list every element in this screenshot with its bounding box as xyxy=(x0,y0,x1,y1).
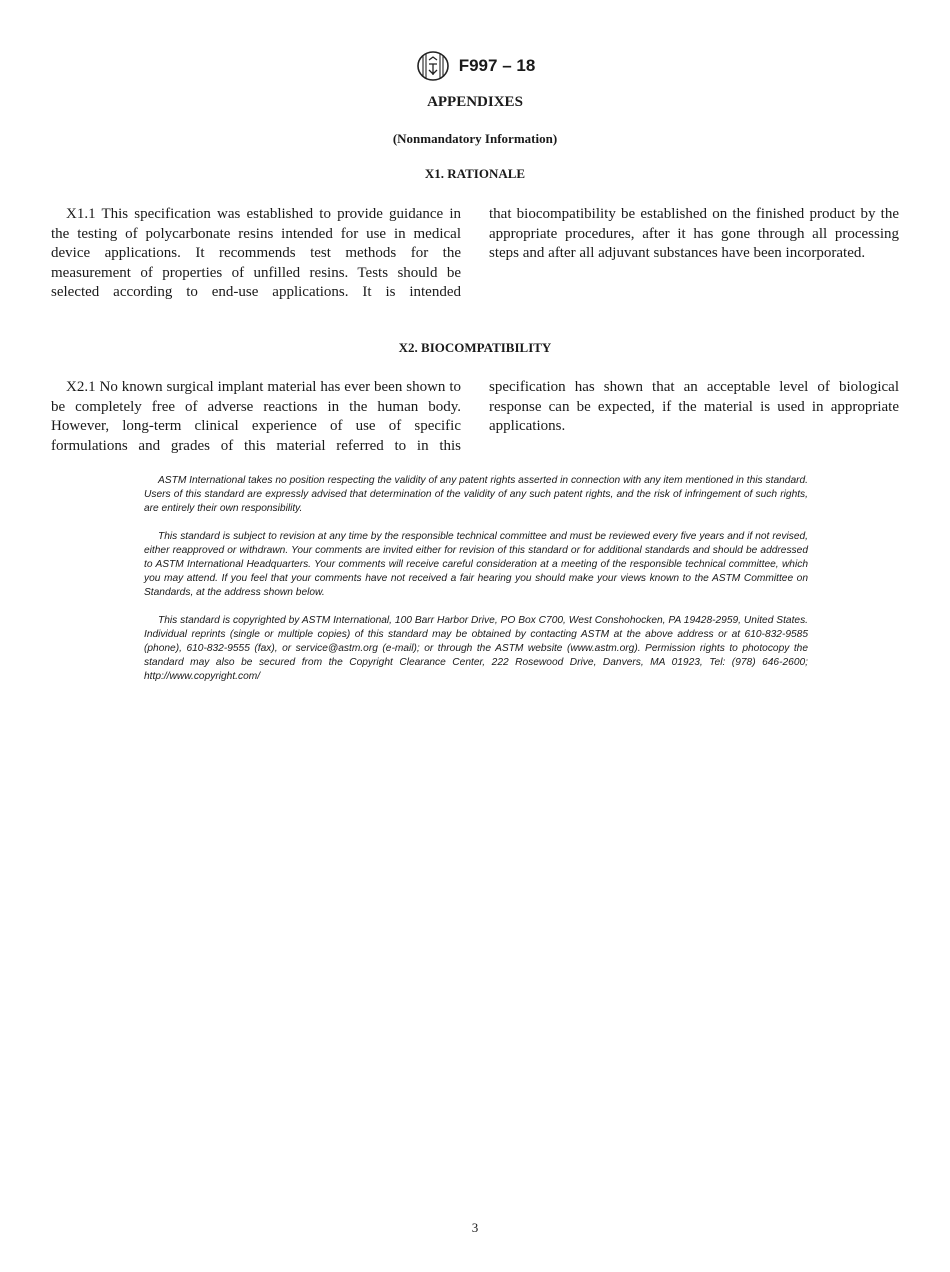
x2-right-column: specification has shown that an acceptable level of biological response can be expected, if the material is used in appropriate applications. xyxy=(489,379,899,434)
legal-notices xyxy=(144,474,808,698)
nonmandatory-heading: (Nonmandatory Information) xyxy=(392,131,558,146)
x1-right-column: that biocompatibility be established on the finished product by the appropriate procedures, after it has gone through all processing steps and after all adjuvant substances have been incorporated. xyxy=(489,206,899,261)
x1-left-column: X1.1 This specification was established to provide guidance in the testing of polycarbonate resins intended for use in medical device applications. It recommends test methods for the measurement of properties of unfilled resins. Tests should be selected according to end-use applications. It is intended xyxy=(51,206,461,300)
x2-section-title: X2. BIOCOMPATIBILITY xyxy=(398,340,552,355)
copyright-notice: This standard is copyrighted by ASTM International, 100 Barr Harbor Drive, PO Box C700, West Conshohocken, PA 19428-2959, United States. Individual reprints (single or multiple copies) of this standard may be obtained by contacting ASTM at the above address or at 610-832-9585 (phone), 610-832-9555 (fax), or service@astm.org (e-mail); or through the ASTM website (www.astm.org). Permission rights to photocopy the standard may also be secured from the Copyright Clearance Center, 222 Rosewood Drive, Danvers, MA 01923, Tel: (978) 646-2600; http://www.copyright.com/ xyxy=(144,615,808,682)
x2-left-column: X2.1 No known surgical implant material has ever been shown to be completely free of adverse reactions in the human body. However, long-term clinical experience of use of specific formulations and grades of this material referred to in this xyxy=(51,379,461,454)
revision-notice: This standard is subject to revision at any time by the responsible technical committee and must be reviewed every five years and if not revised, either reapproved or withdrawn. Your comments are invited either for revision of this standard or for additional standards and should be addressed to ASTM International Headquarters. Your comments will receive careful consideration at a meeting of the responsible technical committee, which you may attend. If you feel that your comments have not received a fair hearing you should make your views known to the ASTM Committee on Standards, at the address shown below. xyxy=(144,531,808,598)
document-header xyxy=(0,50,950,82)
astm-logo-icon xyxy=(415,50,451,82)
x1-section-title: X1. RATIONALE xyxy=(424,166,526,181)
page-number: 3 xyxy=(471,1220,479,1235)
appendixes-heading: APPENDIXES xyxy=(427,94,523,110)
standard-designation: F997 – 18 xyxy=(458,56,536,75)
patent-notice: ASTM International takes no position respecting the validity of any patent rights asserted in connection with any item mentioned in this standard. Users of this standard are expressly advised that determination of the validity of any such patent rights, and the risk of infringement of such rights, are entirely their own responsibility. xyxy=(144,475,808,514)
